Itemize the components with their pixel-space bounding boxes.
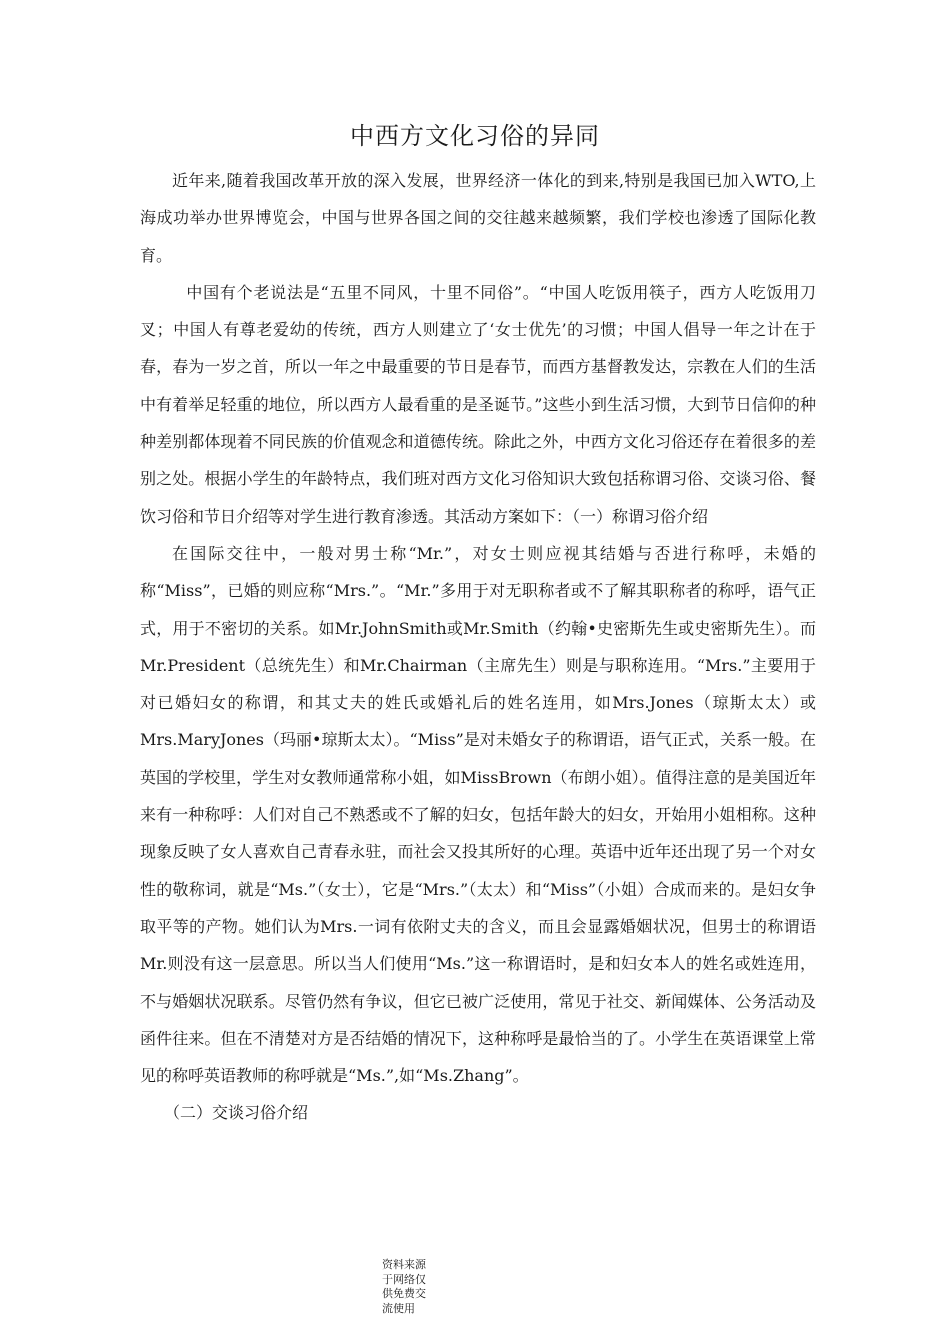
section-heading-conversation: （二）交谈习俗介绍 <box>164 1103 309 1123</box>
paragraph-customs-overview: 中国有个老说法是“五里不同风，十里不同俗”。“中国人吃饭用筷子，西方人吃饭用刀叉；中国人有尊老爱幼的传统，西方人则建立了‘女士优先’的习惯；中国人倡导一年之计在于春，春为一岁之首，所以一年之中最重要的节日是春节，而西方基督教发达，宗教在人们的生活中有着举足轻重的地位，所以西方人最看重的是圣诞节。”这些小到生活习惯，大到节日信仰的种种差别都体现着不同民族的价值观念和道德传统。除此之外，中西方文化习俗还存在着很多的差别之处。根据小学生的年龄特点，我们班对西方文化习俗知识大致包括称谓习俗、交谈习俗、餐饮习俗和节日介绍等对学生进行教育渗透。其活动方案如下：（一）称谓习俗介绍 <box>140 282 816 526</box>
footer-source-note: 资料来源于网络仅供免费交流使用 <box>382 1258 426 1315</box>
document-body <box>140 162 816 1132</box>
paragraph-forms-of-address: 在国际交往中，一般对男士称“Mr.”，对女士则应视其结婚与否进行称呼，未婚的称“Miss”，已婚的则应称“Mrs.”。“Mr.”多用于对无职称者或不了解其职称者的称呼，语气正式，用于不密切的关系。如Mr.JohnSmith或Mr.Smith（约翰•史密斯先生或史密斯先生）。而Mr.President（总统先生）和Mr.Chairman（主席先生）则是与职称连用。“Mrs.”主要用于对已婚妇女的称谓，和其丈夫的姓氏或婚礼后的姓名连用，如Mrs.Jones（琼斯太太）或Mrs.MaryJones（玛丽•琼斯太太）。“Miss”是对未婚女子的称谓语，语气正式，关系一般。在英国的学校里，学生对女教师通常称小姐，如MissBrown（布朗小姐）。值得注意的是美国近年来有一种称呼：人们对自己不熟悉或不了解的妇女，包括年龄大的妇女，开始用小姐相称。这种现象反映了女人喜欢自己青春永驻，而社会又投其所好的心理。英语中近年还出现了另一个对女性的敬称词，就是“Ms.”（女士），它是“Mrs.”（太太）和“Miss”（小姐）合成而来的。是妇女争取平等的产物。她们认为Mrs.一词有依附丈夫的含义，而且会显露婚姻状况，但男士的称谓语Mr.则没有这一层意思。所以当人们使用“Ms.”这一称谓语时，是和妇女本人的姓名或姓连用，不与婚姻状况联系。尽管仍然有争议，但它已被广泛使用，常见于社交、新闻媒体、公务活动及函件往来。但在不清楚对方是否结婚的情况下，这种称呼是最恰当的了。小学生在英语课堂上常见的称呼英语教师的称呼就是“Ms.”,如“Ms.Zhang”。 <box>140 543 816 1086</box>
paragraph-intro: 近年来,随着我国改革开放的深入发展，世界经济一体化的到来,特别是我国已加入WTO,上海成功举办世界博览会，中国与世界各国之间的交往越来越频繁，我们学校也渗透了国际化教育。 <box>140 171 816 265</box>
document-title: 中西方文化习俗的异同 <box>350 122 600 150</box>
